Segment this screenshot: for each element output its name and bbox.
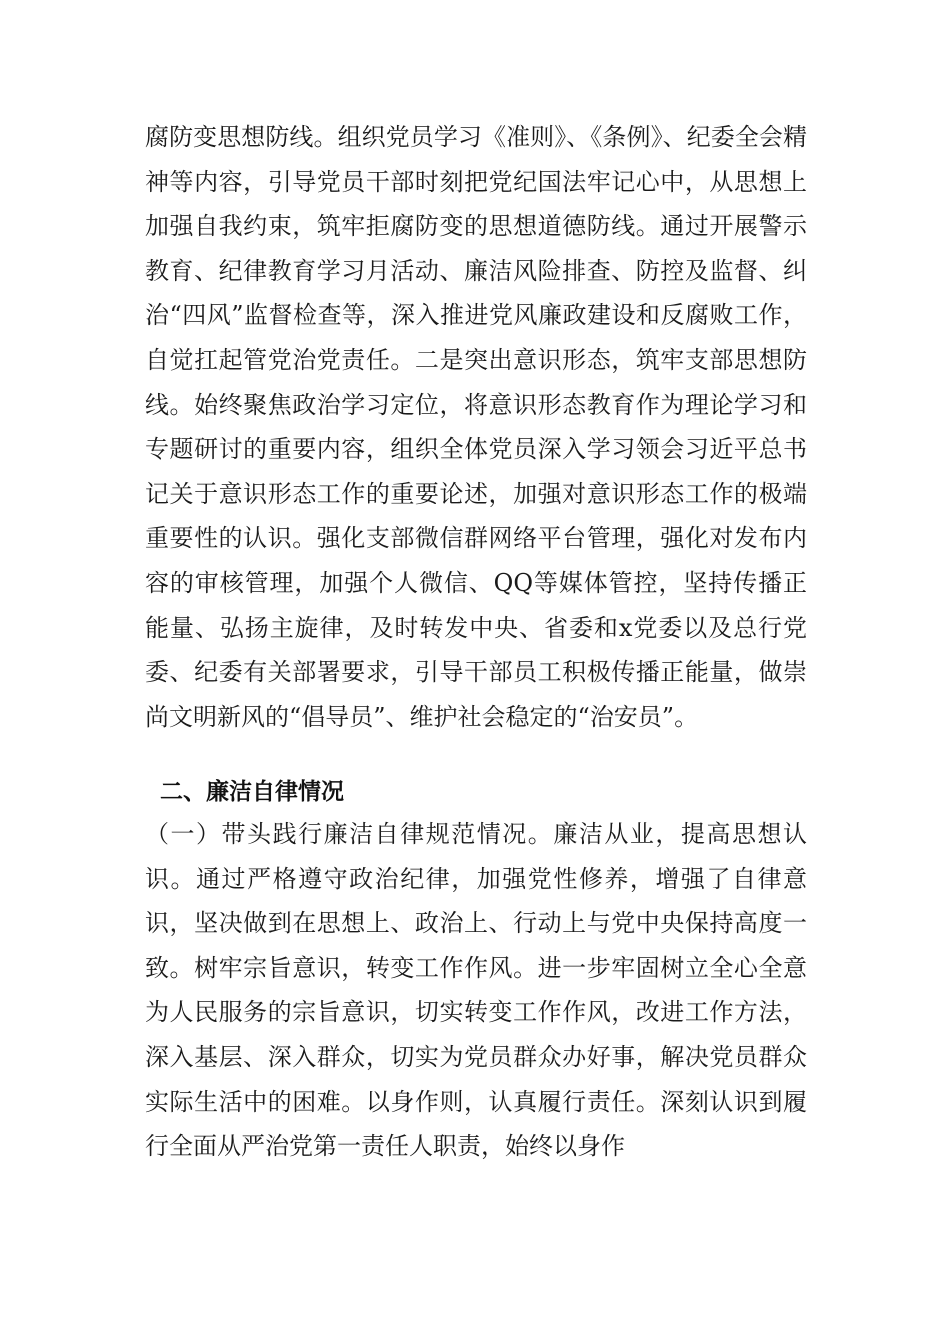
section-heading: 二、廉洁自律情况 xyxy=(160,779,344,805)
body-paragraph-1: 腐防变思想防线。组织党员学习《准则》、《条例》、纪委全会精神等内容，引导党员干部时刻把党纪国法牢记心中，从思想上加强自我约束，筑牢拒腐防变的思想道德防线。通过开展警示教育、纪律教育学习月活动、廉洁风险排查、防控及监督、纠治“四风”监督检查等，深入推进党风廉政建设和反腐败工作，自觉扛起管党治党责任。二是突出意识形态，筑牢支部思想防线。始终聚焦政治学习定位，将意识形态教育作为理论学习和专题研讨的重要内容，组织全体党员深入学习领会习近平总书记关于意识形态工作的重要论述，加强对意识形态工作的极端重要性的认识。强化支部微信群网络平台管理，强化对发布内容的审核管理，加强个人微信、QQ等媒体管控，坚持传播正能量、弘扬主旋律，及时转发中央、省委和x党委以及总行党委、纪委有关部署要求，引导干部员工积极传播正能量，做崇尚文明新风的“倡导员”、维护社会稳定的“治安员”。 xyxy=(145,123,807,731)
body-paragraph-2: （一）带头践行廉洁自律规范情况。廉洁从业，提高思想认识。通过严格遵守政治纪律，加强党性修养，增强了自律意识，坚决做到在思想上、政治上、行动上与党中央保持高度一致。树牢宗旨意识，转变工作作风。进一步牢固树立全心全意为人民服务的宗旨意识，切实转变工作作风，改进工作方法，深入基层、深入群众，切实为党员群众办好事，解决党员群众实际生活中的困难。以身作则，认真履行责任。深刻认识到履行全面从严治党第一责任人职责，始终以身作 xyxy=(145,820,807,1161)
